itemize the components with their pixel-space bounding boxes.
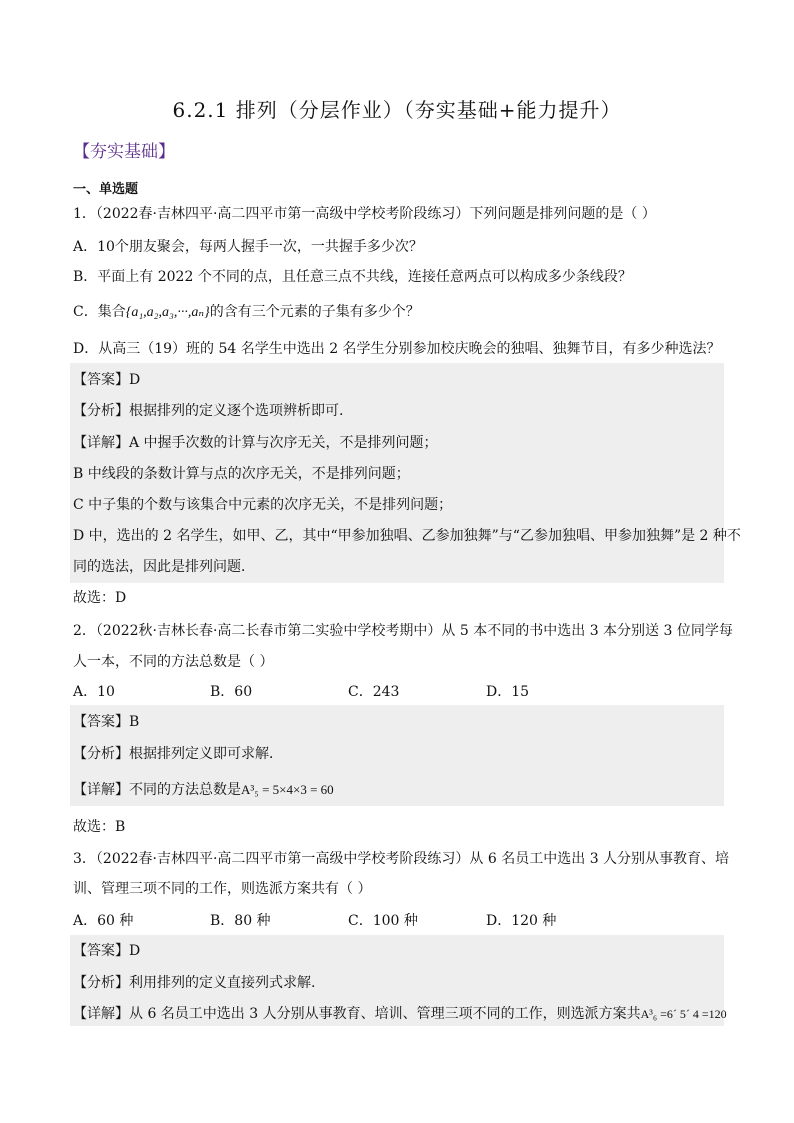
q2-detail-text: 【详解】不同的方法总数是 [73, 782, 241, 798]
q1-detail-5: 同的选法，因此是排列问题． [73, 559, 255, 575]
q1-detail-1: 【详解】A 中握手次数的计算与次序无关，不是排列问题； [73, 435, 438, 451]
q1-detail-2: B 中线段的条数计算与点的次序无关，不是排列问题； [73, 466, 410, 482]
q2-option-c: C．243 [348, 684, 400, 700]
section-label: 【夯实基础】 [73, 142, 175, 162]
q1-option-b: B．平面上有 2022 个不同的点，且任意三点不共线，连接任意两点可以构成多少条线段？ [73, 269, 632, 285]
q2-detail-formula: A³₅ = 5×4×3 = 60 [241, 782, 334, 797]
q2-choose: 故选：B [73, 819, 126, 835]
q1-option-c-suffix: 的含有三个元素的子集有多少个？ [209, 304, 420, 320]
q1-answer: 【答案】D [73, 372, 141, 388]
q2-answer: 【答案】B [73, 714, 140, 730]
q2-option-d: D．15 [486, 684, 530, 700]
q1-option-c-prefix: C．集合 [73, 304, 126, 320]
q3-detail [73, 1003, 727, 1023]
q3-option-b: B．80 种 [210, 913, 271, 929]
q3-option-a: A．60 种 [73, 913, 134, 929]
q3-stem-line2: 训、管理三项不同的工作，则选派方案共有（ ） [73, 881, 372, 897]
part-heading: 一、单选题 [73, 182, 139, 197]
q1-detail-3: C 中子集的个数与该集合中元素的次序无关，不是排列问题； [73, 497, 453, 513]
q3-detail-text: 【详解】从 6 名员工中选出 3 人分别从事教育、培训、管理三项不同的工作，则选派方案共 [73, 1006, 641, 1022]
q3-option-c: C．100 种 [348, 913, 418, 929]
q1-analysis: 【分析】根据排列的定义逐个选项辨析即可. [73, 403, 344, 419]
q1-choose: 故选：D [73, 590, 127, 606]
q2-analysis: 【分析】根据排列定义即可求解． [73, 746, 283, 762]
page-title: 6.2.1 排列（分层作业）（夯实基础+能力提升） [172, 98, 622, 122]
q1-stem: 1．（2022春·吉林四平·高二四平市第一高级中学校考阶段练习）下列问题是排列问题的是（ ） [73, 206, 656, 222]
q2-option-b: B．60 [210, 684, 253, 700]
q1-option-c [73, 301, 420, 321]
q1-detail-4: D 中，选出的 2 名学生，如甲、乙，其中“甲参加独唱、乙参加独舞”与“乙参加独唱、甲参加独舞”是 2 种不 [73, 528, 741, 544]
q1-option-d: D．从高三（19）班的 54 名学生中选出 2 名学生分别参加校庆晚会的独唱、独舞节目，有多少种选法？ [73, 341, 721, 357]
q3-answer: 【答案】D [73, 943, 141, 959]
q1-option-a: A．10个朋友聚会，每两人握手一次，一共握手多少次？ [73, 239, 423, 255]
q3-analysis: 【分析】利用排列的定义直接列式求解. [73, 975, 316, 991]
q2-detail [73, 779, 334, 799]
q2-option-a: A．10 [73, 684, 115, 700]
q2-stem-line1: 2．（2022秋·吉林长春·高二长春市第二实验中学校考期中）从 5 本不同的书中选出 3 本分别送 3 位同学每 [73, 623, 733, 639]
q2-stem-line2: 人一本，不同的方法总数是（ ） [73, 654, 274, 670]
q3-detail-formula: A³₆ =6´ 5´ 4 =120 [640, 1007, 727, 1021]
q3-stem-line1: 3．（2022春·吉林四平·高二四平市第一高级中学校考阶段练习）从 6 名员工中选出 3 人分别从事教育、培 [73, 851, 730, 867]
q1-option-c-set: {a₁,a₂,a₃,···,aₙ} [125, 305, 210, 320]
q3-option-d: D．120 种 [486, 913, 557, 929]
